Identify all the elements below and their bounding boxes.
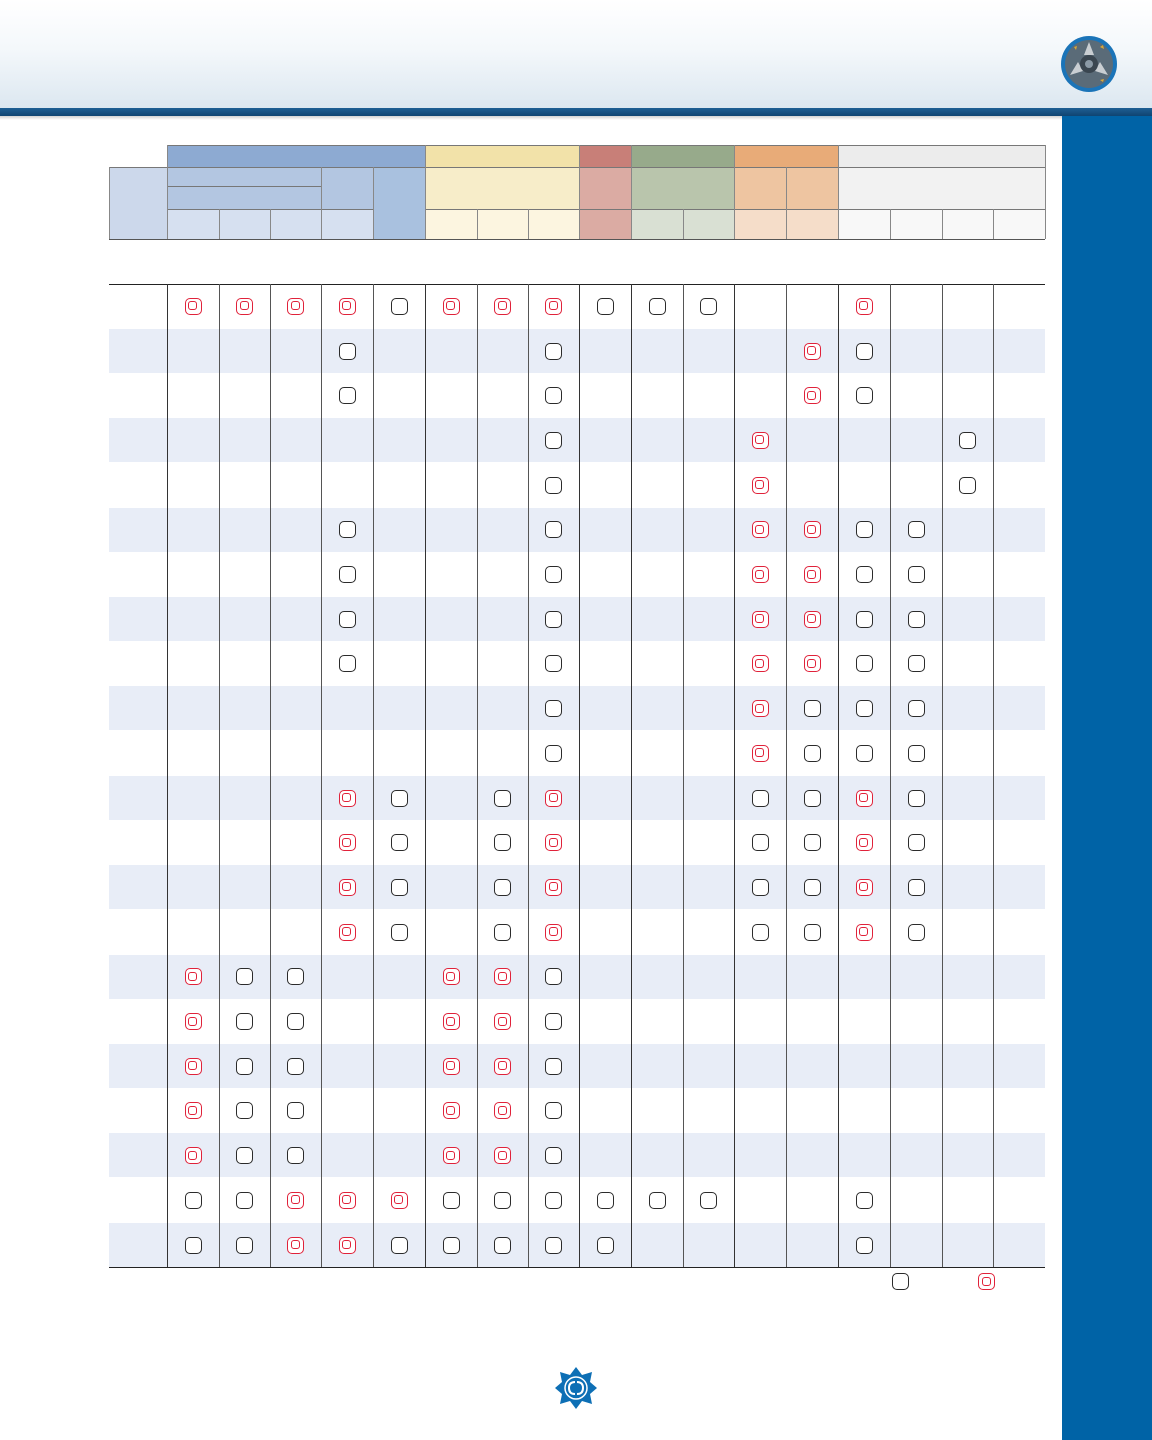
good-mark-r18-c8 (545, 1058, 562, 1075)
header-group-divider-7 (786, 167, 787, 209)
best-mark-r9-c12 (752, 655, 769, 672)
subgroup-header-blue-a (167, 167, 321, 186)
best-mark-r12-c14 (856, 790, 873, 807)
detail-header-col-1 (167, 209, 219, 239)
body-col-divider-13 (838, 284, 839, 1267)
best-mark-r8-c13 (804, 611, 821, 628)
good-mark-r16-c3 (287, 968, 304, 985)
detail-header-col-17 (993, 209, 1045, 239)
header-top-line (167, 145, 1045, 146)
good-mark-r12-c12 (752, 790, 769, 807)
body-col-divider-1 (219, 284, 220, 1267)
good-mark-r15-c13 (804, 924, 821, 941)
best-mark-r1-c3 (287, 298, 304, 315)
good-mark-r22-c1 (185, 1237, 202, 1254)
good-mark-r6-c14 (856, 521, 873, 538)
good-mark-r3-c14 (856, 387, 873, 404)
best-mark-r1-c14 (856, 298, 873, 315)
row-label-header (109, 167, 167, 239)
subheader-blue-2 (219, 186, 270, 209)
best-mark-r17-c1 (185, 1013, 202, 1030)
good-mark-r21-c8 (545, 1192, 562, 1209)
good-mark-r17-c3 (287, 1013, 304, 1030)
body-top-line (109, 284, 1045, 285)
good-mark-r20-c2 (236, 1147, 253, 1164)
header-col-divider-15 (942, 209, 943, 239)
body-bottom-line (109, 1267, 1045, 1268)
good-mark-r6-c4 (339, 521, 356, 538)
subheader-gray (838, 167, 1045, 209)
header-top-divider-1 (425, 145, 426, 167)
good-mark-r2-c4 (339, 343, 356, 360)
good-mark-r9-c4 (339, 655, 356, 672)
group-header-blue (167, 145, 425, 167)
good-mark-r15-c12 (752, 924, 769, 941)
good-mark-r22-c9 (597, 1237, 614, 1254)
good-mark-r21-c2 (236, 1192, 253, 1209)
body-col-divider-15 (942, 284, 943, 1267)
group-header-red (579, 145, 631, 167)
best-mark-r21-c4 (339, 1192, 356, 1209)
good-mark-r5-c16 (959, 477, 976, 494)
good-mark-r22-c8 (545, 1237, 562, 1254)
header-col-divider-12 (786, 209, 787, 239)
detail-header-col-2 (219, 209, 270, 239)
best-mark-r20-c7 (494, 1147, 511, 1164)
good-mark-r21-c14 (856, 1192, 873, 1209)
good-mark-r1-c9 (597, 298, 614, 315)
good-mark-r13-c7 (494, 834, 511, 851)
good-mark-r10-c8 (545, 700, 562, 717)
good-mark-r10-c13 (804, 700, 821, 717)
header-line-3 (167, 186, 321, 187)
header-group-divider-8 (838, 167, 839, 209)
body-col-divider-4 (373, 284, 374, 1267)
best-mark-r14-c8 (545, 879, 562, 896)
subheader-orange-1 (734, 167, 786, 209)
good-mark-r20-c8 (545, 1147, 562, 1164)
good-mark-r14-c5 (391, 879, 408, 896)
header-shadow (0, 116, 1152, 120)
good-mark-r22-c2 (236, 1237, 253, 1254)
body-col-divider-6 (477, 284, 478, 1267)
good-mark-r20-c3 (287, 1147, 304, 1164)
body-col-divider-5 (425, 284, 426, 1267)
group-header-green (631, 145, 734, 167)
best-mark-r1-c4 (339, 298, 356, 315)
header-top-divider-5 (838, 145, 839, 167)
row-band-8 (109, 597, 1045, 641)
good-mark-r6-c15 (908, 521, 925, 538)
best-mark-r14-c14 (856, 879, 873, 896)
best-mark-r12-c4 (339, 790, 356, 807)
body-col-divider-10 (683, 284, 684, 1267)
body-col-divider-8 (579, 284, 580, 1267)
good-mark-r6-c8 (545, 521, 562, 538)
good-mark-r21-c11 (700, 1192, 717, 1209)
good-mark-r7-c8 (545, 566, 562, 583)
best-mark-r1-c8 (545, 298, 562, 315)
detail-header-col-14 (838, 209, 890, 239)
top-header (0, 0, 1152, 108)
brand-logo-icon (554, 1366, 598, 1410)
header-col-divider-14 (890, 209, 891, 239)
best-mark-r19-c6 (443, 1102, 460, 1119)
best-mark-r9-c13 (804, 655, 821, 672)
good-mark-r4-c8 (545, 432, 562, 449)
good-mark-r12-c15 (908, 790, 925, 807)
legend-good-mark (892, 1273, 909, 1290)
subheader-blue-1 (167, 186, 219, 209)
header-col-divider-3 (321, 209, 322, 239)
good-mark-r19-c2 (236, 1102, 253, 1119)
good-mark-r13-c13 (804, 834, 821, 851)
best-mark-r21-c5 (391, 1192, 408, 1209)
best-mark-r14-c4 (339, 879, 356, 896)
best-mark-r15-c14 (856, 924, 873, 941)
header-col-divider-11 (734, 209, 735, 239)
header-group-divider-3 (425, 167, 426, 209)
good-mark-r11-c8 (545, 745, 562, 762)
header-col-divider-2 (270, 209, 271, 239)
best-mark-r13-c4 (339, 834, 356, 851)
header-bottom-line (109, 239, 1045, 240)
body-col-divider-7 (528, 284, 529, 1267)
good-mark-r17-c8 (545, 1013, 562, 1030)
good-mark-r7-c14 (856, 566, 873, 583)
body-col-divider-16 (993, 284, 994, 1267)
header-col-divider-16 (993, 209, 994, 239)
header-group-divider-2 (373, 167, 374, 209)
header-top-divider-0 (167, 145, 168, 167)
good-mark-r12-c7 (494, 790, 511, 807)
good-mark-r18-c3 (287, 1058, 304, 1075)
header-col-divider-7 (528, 209, 529, 239)
best-mark-r10-c12 (752, 700, 769, 717)
body-col-divider-2 (270, 284, 271, 1267)
header-col-divider-17 (1045, 209, 1046, 239)
good-mark-r18-c2 (236, 1058, 253, 1075)
header-col-divider-0 (167, 209, 168, 239)
detail-header-col-15 (890, 209, 942, 239)
header-top-divider-6 (1045, 145, 1046, 167)
detail-header-col-8 (528, 209, 579, 239)
best-mark-r18-c1 (185, 1058, 202, 1075)
good-mark-r14-c12 (752, 879, 769, 896)
legend-best-mark (978, 1273, 995, 1290)
best-mark-r15-c8 (545, 924, 562, 941)
row-band-14 (109, 865, 1045, 909)
best-mark-r13-c8 (545, 834, 562, 851)
best-mark-r7-c12 (752, 566, 769, 583)
header-top-divider-4 (734, 145, 735, 167)
best-mark-r22-c4 (339, 1237, 356, 1254)
header-col-divider-1 (219, 209, 220, 239)
body-col-divider-14 (890, 284, 891, 1267)
header-col-divider-10 (683, 209, 684, 239)
body-col-divider-3 (321, 284, 322, 1267)
good-mark-r14-c13 (804, 879, 821, 896)
best-mark-r4-c12 (752, 432, 769, 449)
good-mark-r5-c8 (545, 477, 562, 494)
good-mark-r12-c5 (391, 790, 408, 807)
best-mark-r16-c7 (494, 968, 511, 985)
best-mark-r20-c1 (185, 1147, 202, 1164)
best-mark-r6-c12 (752, 521, 769, 538)
row-band-2 (109, 329, 1045, 373)
good-mark-r13-c12 (752, 834, 769, 851)
header-line-4b (425, 209, 1045, 210)
best-mark-r3-c13 (804, 387, 821, 404)
good-mark-r9-c8 (545, 655, 562, 672)
best-mark-r12-c8 (545, 790, 562, 807)
good-mark-r2-c8 (545, 343, 562, 360)
good-mark-r22-c6 (443, 1237, 460, 1254)
best-mark-r1-c6 (443, 298, 460, 315)
good-mark-r21-c7 (494, 1192, 511, 1209)
good-mark-r16-c8 (545, 968, 562, 985)
side-tab-bar (1062, 116, 1152, 1440)
good-mark-r8-c8 (545, 611, 562, 628)
good-mark-r12-c13 (804, 790, 821, 807)
header-group-divider-6 (734, 167, 735, 209)
header-col-divider-4 (373, 209, 374, 239)
subheader-green (631, 167, 734, 209)
subheader-blue-3 (270, 186, 321, 209)
header-top-divider-3 (631, 145, 632, 167)
body-col-divider-11 (734, 284, 735, 1267)
body-col-divider-12 (786, 284, 787, 1267)
detail-header-col-16 (942, 209, 993, 239)
good-mark-r4-c16 (959, 432, 976, 449)
best-mark-r16-c6 (443, 968, 460, 985)
header-line-2 (109, 167, 1045, 168)
best-mark-r19-c1 (185, 1102, 202, 1119)
detail-header-col-11 (683, 209, 734, 239)
header-left-border (109, 167, 110, 239)
best-mark-r1-c7 (494, 298, 511, 315)
good-mark-r21-c10 (649, 1192, 666, 1209)
group-header-gray (838, 145, 1045, 167)
good-mark-r8-c15 (908, 611, 925, 628)
good-mark-r7-c15 (908, 566, 925, 583)
best-mark-r5-c12 (752, 477, 769, 494)
subheader-orange-2 (786, 167, 838, 209)
best-mark-r17-c7 (494, 1013, 511, 1030)
group-header-orange (734, 145, 838, 167)
good-mark-r3-c8 (545, 387, 562, 404)
subheader-yellow (425, 167, 579, 209)
header-divider-bar (0, 108, 1152, 116)
row-band-12 (109, 776, 1045, 820)
good-mark-r13-c15 (908, 834, 925, 851)
good-mark-r8-c4 (339, 611, 356, 628)
row-band-10 (109, 686, 1045, 730)
good-mark-r22-c7 (494, 1237, 511, 1254)
good-mark-r9-c14 (856, 655, 873, 672)
good-mark-r11-c14 (856, 745, 873, 762)
good-mark-r21-c6 (443, 1192, 460, 1209)
good-mark-r19-c8 (545, 1102, 562, 1119)
good-mark-r22-c14 (856, 1237, 873, 1254)
good-mark-r7-c4 (339, 566, 356, 583)
header-group-divider-4 (579, 167, 580, 209)
good-mark-r11-c13 (804, 745, 821, 762)
good-mark-r22-c5 (391, 1237, 408, 1254)
header-group-divider-0 (167, 167, 168, 209)
good-mark-r1-c5 (391, 298, 408, 315)
detail-header-col-6 (425, 209, 477, 239)
detail-header-col-7 (477, 209, 528, 239)
detail-header-col-13 (786, 209, 838, 239)
best-mark-r21-c3 (287, 1192, 304, 1209)
good-mark-r15-c5 (391, 924, 408, 941)
group-header-yellow (425, 145, 579, 167)
body-col-divider-9 (631, 284, 632, 1267)
good-mark-r11-c15 (908, 745, 925, 762)
best-mark-r6-c13 (804, 521, 821, 538)
best-mark-r11-c12 (752, 745, 769, 762)
best-mark-r8-c12 (752, 611, 769, 628)
good-mark-r21-c1 (185, 1192, 202, 1209)
header-top-divider-2 (579, 145, 580, 167)
best-mark-r13-c14 (856, 834, 873, 851)
good-mark-r17-c2 (236, 1013, 253, 1030)
best-mark-r15-c4 (339, 924, 356, 941)
header-group-divider-1 (321, 167, 322, 209)
best-mark-r22-c3 (287, 1237, 304, 1254)
subheader-blue-5 (373, 167, 425, 239)
header-group-divider-5 (631, 167, 632, 209)
header-col-divider-8 (579, 209, 580, 239)
row-band-4 (109, 418, 1045, 462)
good-mark-r9-c15 (908, 655, 925, 672)
good-mark-r10-c15 (908, 700, 925, 717)
body-col-divider-0 (167, 284, 168, 1267)
best-mark-r19-c7 (494, 1102, 511, 1119)
header-group-divider-9 (1045, 167, 1046, 209)
good-mark-r1-c11 (700, 298, 717, 315)
header-col-divider-13 (838, 209, 839, 239)
good-mark-r21-c9 (597, 1192, 614, 1209)
best-mark-r1-c1 (185, 298, 202, 315)
best-mark-r20-c6 (443, 1147, 460, 1164)
good-mark-r10-c14 (856, 700, 873, 717)
header-col-divider-9 (631, 209, 632, 239)
detail-header-col-4 (321, 209, 373, 239)
good-mark-r14-c15 (908, 879, 925, 896)
good-mark-r19-c3 (287, 1102, 304, 1119)
good-mark-r15-c7 (494, 924, 511, 941)
good-mark-r8-c14 (856, 611, 873, 628)
good-mark-r16-c2 (236, 968, 253, 985)
good-mark-r13-c5 (391, 834, 408, 851)
best-mark-r18-c7 (494, 1058, 511, 1075)
good-mark-r15-c15 (908, 924, 925, 941)
good-mark-r1-c10 (649, 298, 666, 315)
detail-header-col-10 (631, 209, 683, 239)
good-mark-r2-c14 (856, 343, 873, 360)
good-mark-r14-c7 (494, 879, 511, 896)
best-mark-r2-c13 (804, 343, 821, 360)
detail-header-col-3 (270, 209, 321, 239)
subheader-red (579, 167, 631, 239)
rotary-tool-icon (1060, 35, 1118, 93)
header-col-divider-5 (425, 209, 426, 239)
row-band-6 (109, 508, 1045, 552)
best-mark-r1-c2 (236, 298, 253, 315)
detail-header-col-12 (734, 209, 786, 239)
subheader-blue-4 (321, 167, 373, 209)
header-col-divider-6 (477, 209, 478, 239)
best-mark-r16-c1 (185, 968, 202, 985)
good-mark-r3-c4 (339, 387, 356, 404)
best-mark-r17-c6 (443, 1013, 460, 1030)
best-mark-r7-c13 (804, 566, 821, 583)
best-mark-r18-c6 (443, 1058, 460, 1075)
